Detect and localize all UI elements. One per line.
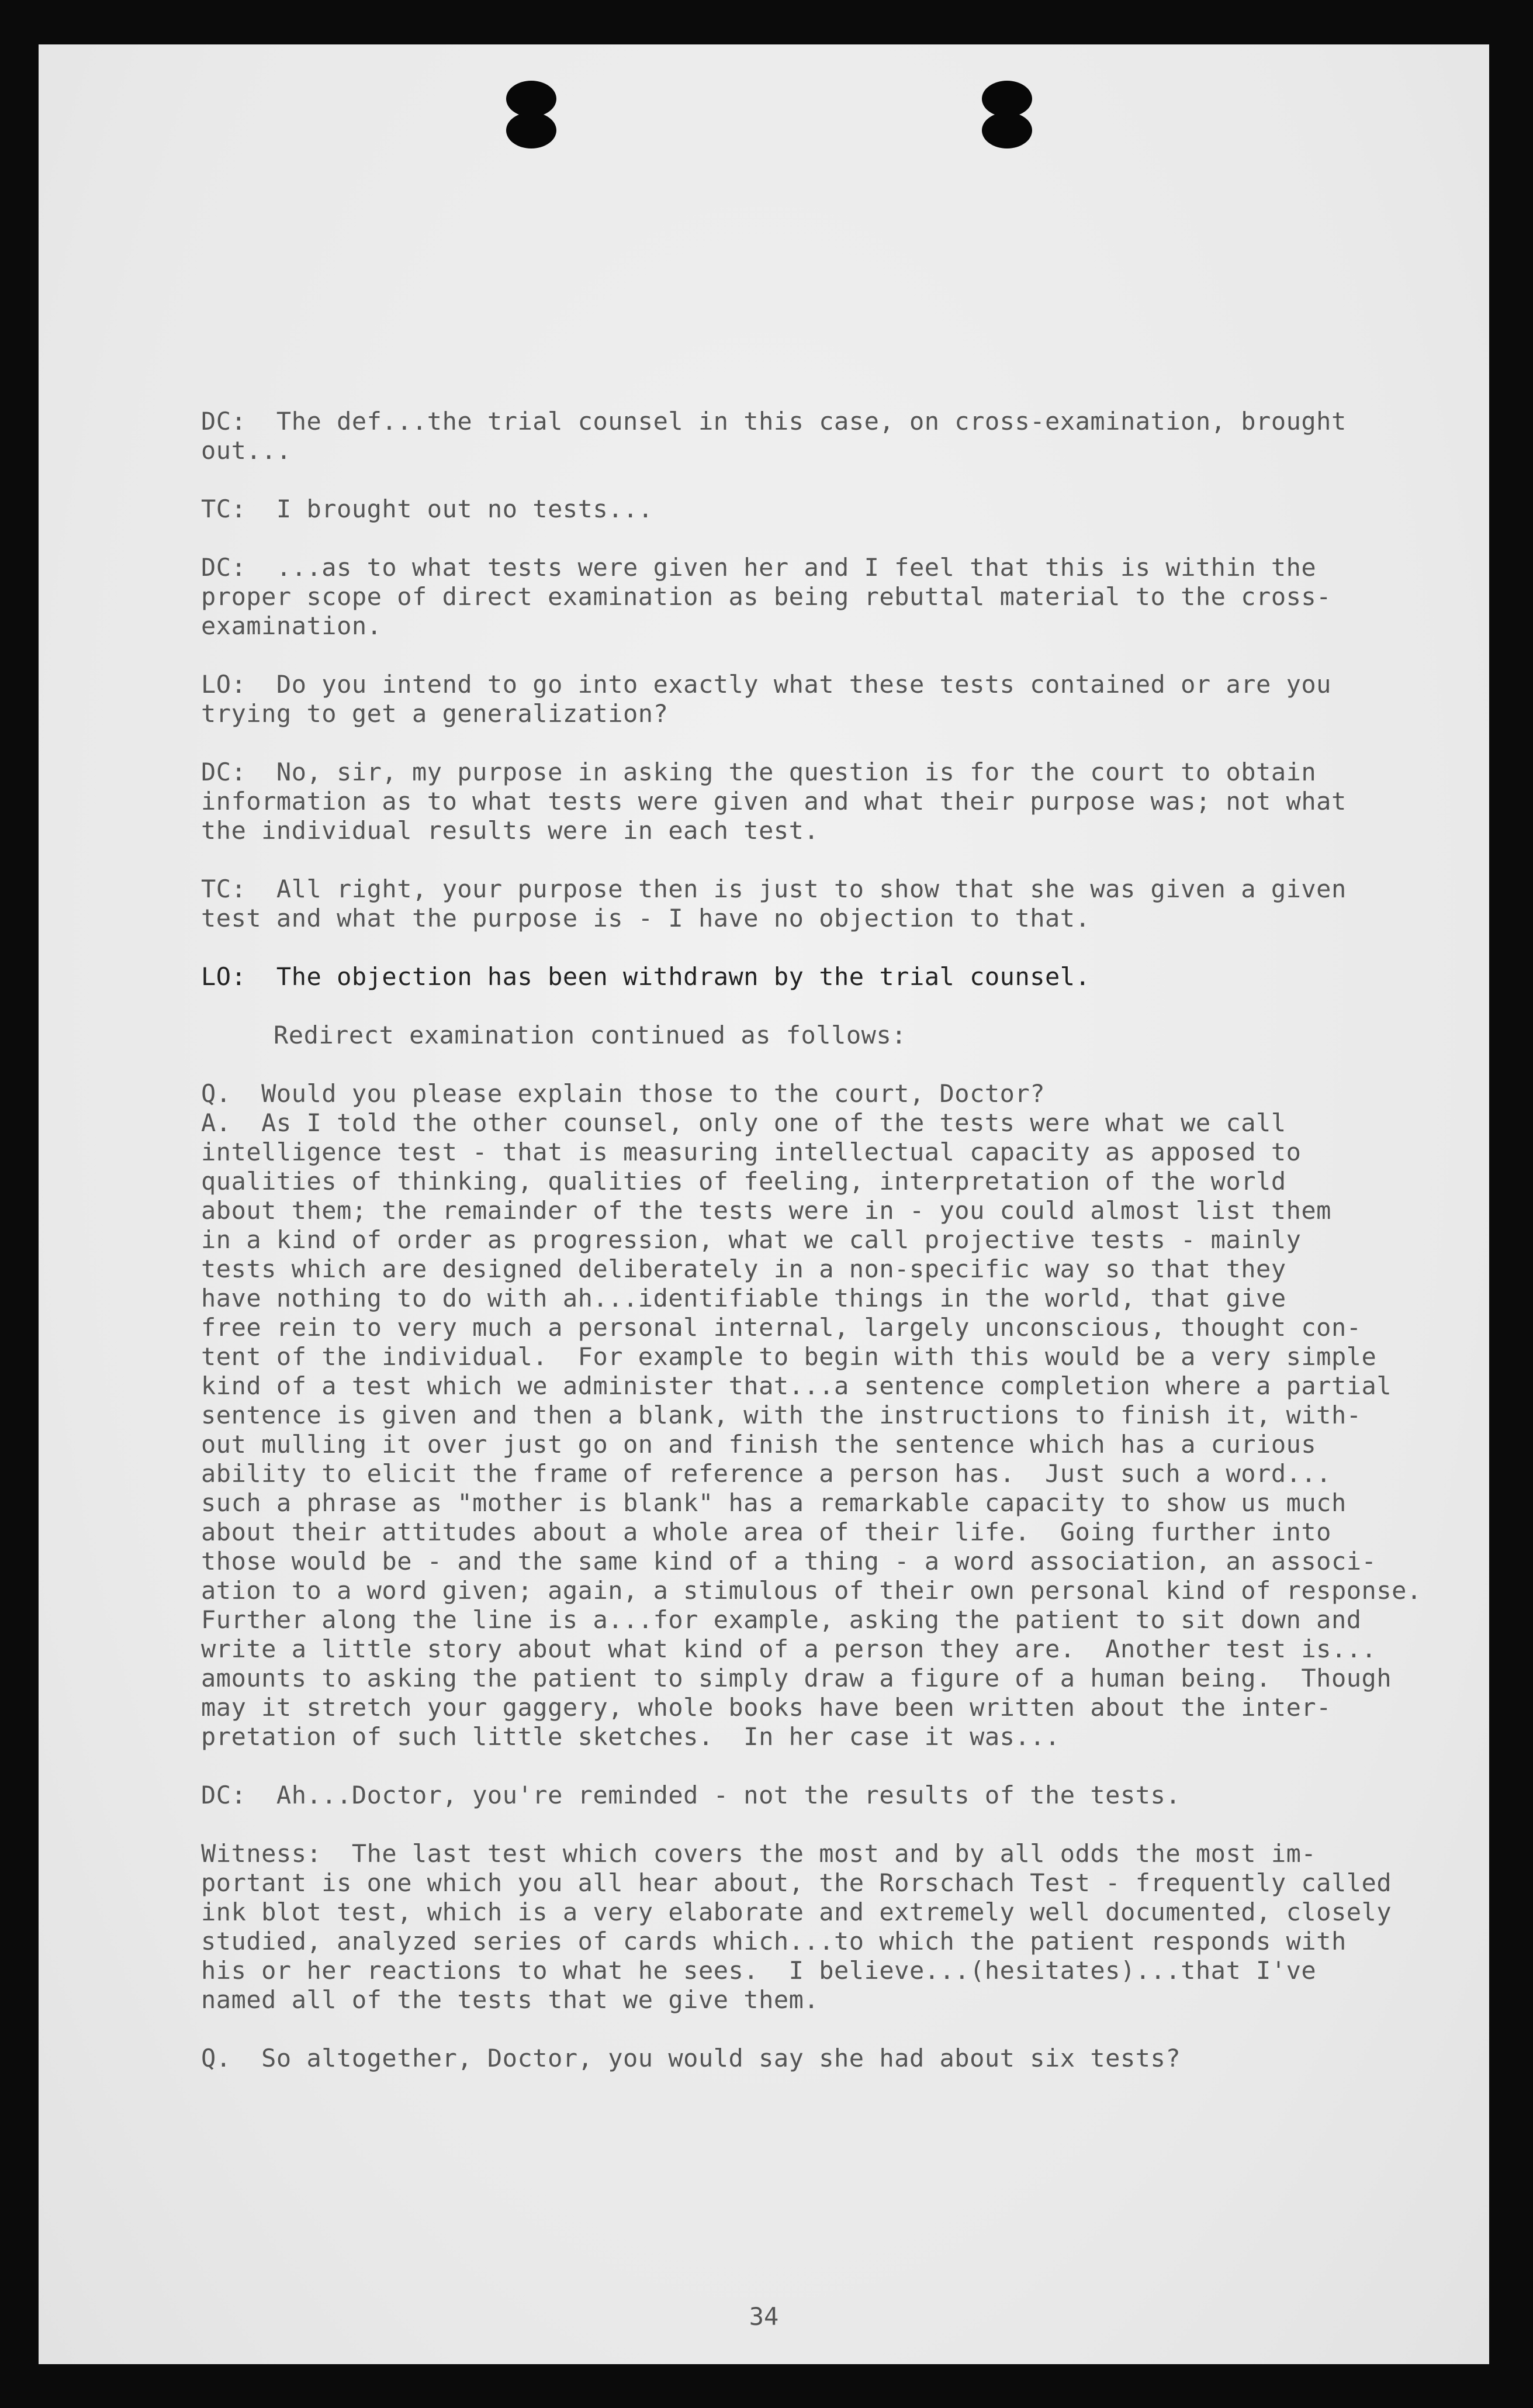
transcript-line: qualities of thinking, qualities of feeling, interpretation of the world xyxy=(201,1167,1286,1196)
transcript-line: free rein to very much a personal internal, largely unconscious, thought con- xyxy=(201,1313,1362,1342)
transcript-line: the individual results were in each test. xyxy=(201,816,819,845)
transcript-line: Witness: The last test which covers the most and by all odds the most im- xyxy=(201,1839,1317,1868)
transcript-line: tests which are designed deliberately in a non-specific way so that they xyxy=(201,1255,1286,1283)
transcript-line: out... xyxy=(201,436,292,465)
transcript-line: trying to get a generalization? xyxy=(201,699,669,728)
transcript-paragraph xyxy=(201,670,1417,728)
transcript-line: tent of the individual. For example to begin with this would be a very simple xyxy=(201,1342,1377,1371)
transcript-line: Q. Would you please explain those to the court, Doctor? xyxy=(201,1079,1046,1108)
transcript-line: LO: The objection has been withdrawn by the trial counsel. xyxy=(201,962,1091,991)
binder-hole-upper-right xyxy=(982,81,1032,117)
transcript-line: may it stretch your gaggery, whole books have been written about the inter- xyxy=(201,1693,1331,1722)
transcript-line: in a kind of order as progression, what we call projective tests - mainly xyxy=(201,1225,1302,1254)
transcript-line: TC: I brought out no tests... xyxy=(201,495,653,523)
transcript-line: write a little story about what kind of a person they are. Another test is... xyxy=(201,1635,1377,1663)
transcript-line: Q. So altogether, Doctor, you would say she had about six tests? xyxy=(201,2044,1181,2072)
transcript-line: about them; the remainder of the tests were in - you could almost list them xyxy=(201,1196,1331,1225)
transcript-paragraph xyxy=(201,1839,1417,2015)
page-number: 34 xyxy=(749,2302,779,2331)
transcript-line: DC: No, sir, my purpose in asking the question is for the court to obtain xyxy=(201,758,1317,786)
transcript-line: kind of a test which we administer that...a sentence completion where a partial xyxy=(201,1371,1392,1400)
transcript-line: DC: The def...the trial counsel in this case, on cross-examination, brought xyxy=(201,407,1347,436)
transcript-line: ink blot test, which is a very elaborate and extremely well documented, closely xyxy=(201,1898,1392,1926)
transcript-line: DC: Ah...Doctor, you're reminded - not the results of the tests. xyxy=(201,1781,1181,1809)
transcript-line: DC: ...as to what tests were given her and I feel that this is within the xyxy=(201,553,1317,582)
transcript-line: ation to a word given; again, a stimulous of their own personal kind of response. xyxy=(201,1576,1422,1605)
transcript-paragraph xyxy=(201,1781,1417,1810)
transcript-line: proper scope of direct examination as being rebuttal material to the cross- xyxy=(201,582,1331,611)
transcript-line: A. As I told the other counsel, only one of the tests were what we call xyxy=(201,1108,1286,1137)
transcript-paragraph xyxy=(201,553,1417,641)
transcript-line: Redirect examination continued as follows: xyxy=(274,1021,907,1049)
transcript-body xyxy=(201,407,1422,2102)
transcript-paragraph xyxy=(201,1079,1422,1751)
transcript-paragraph xyxy=(201,495,1417,524)
transcript-line: out mulling it over just go on and finish the sentence which has a curious xyxy=(201,1430,1317,1459)
transcript-line: portant is one which you all hear about, the Rorschach Test - frequently called xyxy=(201,1868,1392,1897)
transcript-line: such a phrase as "mother is blank" has a remarkable capacity to show us much xyxy=(201,1488,1347,1517)
binder-hole-lower-left xyxy=(506,112,556,148)
transcript-line: Further along the line is a...for example, asking the patient to sit down and xyxy=(201,1605,1362,1634)
transcript-line: TC: All right, your purpose then is just to show that she was given a given xyxy=(201,875,1347,903)
transcript-line: LO: Do you intend to go into exactly what these tests contained or are you xyxy=(201,670,1331,699)
transcript-line: pretation of such little sketches. In her case it was... xyxy=(201,1722,1060,1751)
transcript-line: amounts to asking the patient to simply draw a figure of a human being. Though xyxy=(201,1664,1392,1692)
transcript-line: intelligence test - that is measuring intellectual capacity as apposed to xyxy=(201,1138,1302,1166)
transcript-line: examination. xyxy=(201,611,382,640)
transcript-paragraph xyxy=(201,407,1417,465)
transcript-paragraph xyxy=(201,2044,1417,2073)
transcript-line: about their attitudes about a whole area of their life. Going further into xyxy=(201,1518,1331,1546)
transcript-line: information as to what tests were given and what their purpose was; not what xyxy=(201,787,1347,816)
binder-hole-lower-right xyxy=(982,112,1032,148)
transcript-line: named all of the tests that we give them. xyxy=(201,1985,819,2014)
transcript-paragraph xyxy=(201,962,1417,991)
transcript-line: studied, analyzed series of cards which...to which the patient responds with xyxy=(201,1927,1347,1956)
document-page xyxy=(39,44,1489,2364)
transcript-line: his or her reactions to what he sees. I believe...(hesitates)...that I've xyxy=(201,1956,1317,1985)
transcript-line: test and what the purpose is - I have no objection to that. xyxy=(201,904,1091,932)
transcript-line: have nothing to do with ah...identifiable things in the world, that give xyxy=(201,1284,1286,1312)
transcript-line: those would be - and the same kind of a thing - a word association, an associ- xyxy=(201,1547,1377,1576)
transcript-line: ability to elicit the frame of reference a person has. Just such a word... xyxy=(201,1459,1331,1488)
transcript-paragraph xyxy=(201,758,1417,845)
transcript-paragraph xyxy=(201,875,1417,933)
transcript-paragraph xyxy=(201,1021,1417,1050)
transcript-line: sentence is given and then a blank, with the instructions to finish it, with- xyxy=(201,1401,1362,1429)
binder-hole-upper-left xyxy=(506,81,556,117)
